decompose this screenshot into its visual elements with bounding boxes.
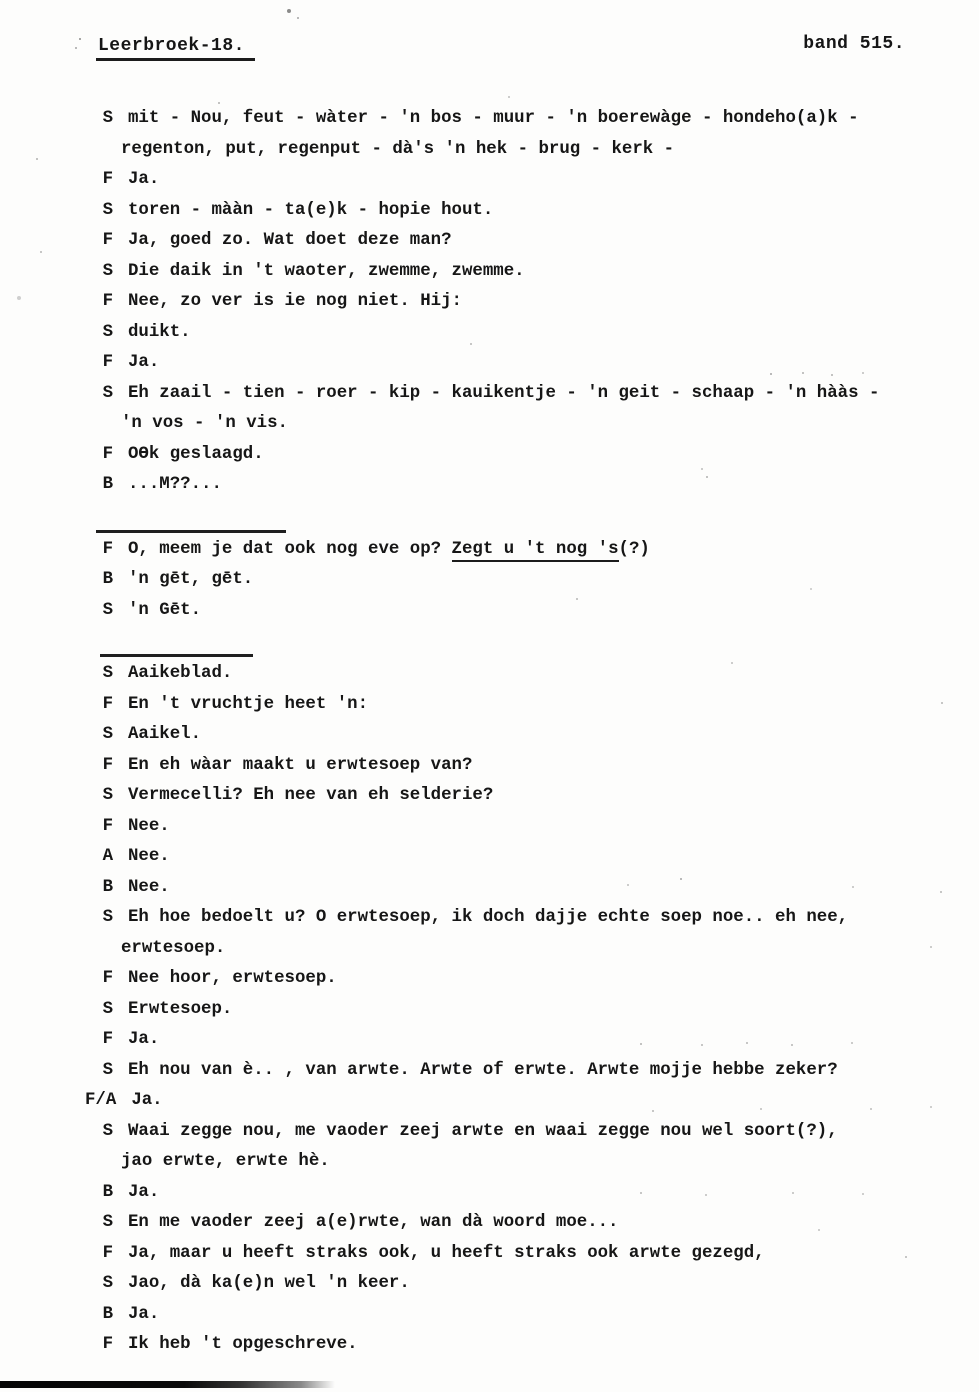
transcript-body: [0, 104, 979, 1361]
speaker-label: S: [102, 200, 113, 220]
line-text: [116, 1086, 162, 1117]
line-text: [113, 842, 170, 873]
line-text: [113, 812, 170, 843]
speaker-label: S: [102, 786, 113, 805]
transcript-line: [0, 1178, 979, 1209]
speaker-label: S: [102, 1274, 113, 1293]
speaker-label: B: [102, 570, 113, 589]
transcript-line: [0, 812, 979, 843]
scan-edge-bar: [0, 1381, 335, 1388]
transcript-line: [0, 1086, 979, 1117]
text-segment: Nee, zo ver is ie nog niet. Hij:: [128, 292, 462, 311]
text-segment: OƟk geslaagd.: [128, 444, 264, 464]
line-text: [113, 751, 472, 782]
speaker-label: F/A: [85, 1091, 117, 1110]
line-text: [113, 318, 191, 349]
line-text: [121, 135, 674, 166]
line-text: [113, 781, 493, 812]
transcript-line: [0, 287, 979, 318]
line-text: [113, 379, 879, 410]
line-text: [113, 1208, 619, 1239]
transcript-line: [0, 1239, 979, 1270]
transcript-line: [0, 565, 979, 596]
text-segment: ...M??...: [128, 475, 222, 494]
speaker-label: F: [102, 1335, 113, 1354]
text-segment: 'n gēt, gēt.: [128, 570, 254, 589]
speaker-label: F: [102, 231, 113, 250]
line-text: [113, 440, 264, 471]
speaker-label: S: [102, 322, 113, 342]
transcript-line: [0, 226, 979, 257]
line-text: [113, 196, 493, 227]
transcript-line: [0, 781, 979, 812]
speaker-label: S: [102, 109, 113, 128]
line-text: [113, 565, 253, 596]
text-segment: toren - mààn - ta(e)k - hopie hout.: [128, 200, 494, 220]
speaker-label: F: [102, 539, 113, 559]
text-segment: En 't vruchtje heet 'n:: [128, 694, 369, 714]
line-text: [113, 1239, 765, 1270]
transcript-line: [0, 257, 979, 288]
text-segment: Ja.: [128, 1304, 160, 1324]
text-segment: Die daik in 't waoter, zwemme, zwemme.: [128, 261, 525, 281]
line-text: [113, 1117, 838, 1148]
text-segment: Ja, maar u heeft straks ook, u heeft straks ook arwte gezegd,: [128, 1243, 765, 1263]
text-segment: En eh wàar maakt u erwtesoep van?: [128, 755, 473, 775]
transcript-line: [0, 995, 979, 1026]
text-segment: Erwtesoep.: [128, 999, 233, 1019]
speaker-label: B: [102, 877, 113, 897]
speaker-label: F: [102, 170, 113, 189]
line-text: [121, 409, 288, 440]
speaker-label: F: [102, 1030, 113, 1049]
line-text: [113, 1330, 358, 1361]
speaker-label: S: [102, 1060, 113, 1080]
transcript-line: [0, 104, 979, 135]
text-segment: Ja.: [131, 1091, 163, 1110]
speaker-label: S: [102, 600, 113, 620]
line-text: [113, 964, 337, 995]
transcript-line: [0, 690, 979, 721]
speaker-label: A: [102, 847, 113, 866]
transcript-line: [0, 903, 979, 934]
transcript-line: [0, 470, 979, 501]
text-segment: Nee.: [128, 816, 170, 836]
line-text: [113, 104, 859, 135]
text-segment: Aaikeblad.: [128, 664, 233, 683]
band-number: band 515.: [803, 34, 905, 54]
transcript-line: [0, 1056, 979, 1087]
line-text: [113, 873, 170, 904]
text-segment: Ja, goed zo. Wat doet deze man?: [128, 231, 452, 250]
section-divider: [100, 654, 253, 657]
transcript-line-continuation: [0, 934, 979, 965]
line-text: [121, 1147, 330, 1178]
scan-noise-specks: [0, 0, 2, 2]
text-segment: Ja.: [128, 1182, 160, 1202]
speaker-label: B: [102, 1304, 113, 1324]
speaker-label: S: [102, 261, 113, 281]
speaker-label: F: [102, 816, 113, 836]
line-text: [113, 720, 201, 751]
text-segment: Nee hoor, erwtesoep.: [128, 969, 337, 988]
text-segment: jao erwte, erwte hè.: [121, 1152, 330, 1171]
line-text: [113, 226, 452, 257]
line-text: [113, 1178, 159, 1209]
transcript-line: [0, 348, 979, 379]
text-segment: Ja.: [128, 1030, 160, 1049]
transcript-line-continuation: [0, 409, 979, 440]
transcript-line: [0, 720, 979, 751]
line-text: [113, 1269, 410, 1300]
text-segment: Ja.: [128, 170, 160, 189]
text-segment: Jao, dà ka(e)n wel 'n keer.: [128, 1274, 410, 1293]
text-segment: Eh hoe bedoelt u? O erwtesoep, ik doch dajje echte soep noe.. eh nee,: [128, 908, 849, 927]
line-text: [113, 1056, 838, 1087]
text-segment: Vermecelli? Eh nee van eh selderie?: [128, 786, 494, 805]
line-text: [113, 903, 848, 934]
speaker-label: S: [102, 664, 113, 683]
line-text: [113, 1025, 159, 1056]
transcript-line-continuation: [0, 1147, 979, 1178]
text-segment: erwtesoep.: [121, 938, 226, 958]
speaker-label: F: [102, 755, 113, 775]
speaker-label: F: [102, 353, 113, 372]
transcript-line: [0, 659, 979, 690]
speaker-label: F: [102, 694, 113, 714]
text-segment: 'n vos - 'n vis.: [121, 414, 288, 433]
transcript-line: [0, 1025, 979, 1056]
text-segment: 'n Gēt.: [128, 600, 202, 620]
text-segment: Eh zaail - tien - roer - kip - kauikentje - 'n geit - schaap - 'n hààs -: [128, 383, 880, 403]
text-segment: Aaikel.: [128, 725, 202, 744]
line-text: [113, 470, 222, 501]
text-segment: regenton, put, regenput - dà's 'n hek - brug - kerk -: [121, 139, 675, 159]
section-divider: [96, 530, 286, 533]
transcript-line: [0, 1208, 979, 1239]
text-segment: Nee.: [128, 877, 170, 897]
line-text: [113, 596, 201, 627]
transcript-line: [0, 751, 979, 782]
transcript-line: [0, 318, 979, 349]
text-segment: Nee.: [128, 847, 170, 866]
transcript-line: [0, 1300, 979, 1331]
text-segment: mit - Nou, feut - wàter - 'n bos - muur - 'n boerewàge - hondeho(a)k -: [128, 109, 859, 128]
transcript-line: [0, 1269, 979, 1300]
line-text: [113, 348, 159, 379]
text-segment: duikt.: [128, 322, 191, 342]
speaker-label: F: [102, 444, 113, 464]
transcript-line: [0, 196, 979, 227]
text-segment: En me vaoder zeej a(e)rwte, wan dà woord moe...: [128, 1213, 619, 1232]
line-text: [113, 995, 232, 1026]
text-segment: Ik heb 't opgeschreve.: [128, 1335, 358, 1354]
speaker-label: S: [102, 908, 113, 927]
line-text: [113, 1300, 159, 1331]
text-segment: Ja.: [128, 353, 160, 372]
speaker-label: S: [102, 1121, 113, 1141]
transcript-line: [0, 379, 979, 410]
speaker-label: S: [102, 383, 113, 403]
transcript-line: [0, 842, 979, 873]
speaker-label: S: [102, 999, 113, 1019]
transcript-line: [0, 440, 979, 471]
speaker-label: B: [102, 475, 113, 494]
speaker-label: F: [102, 969, 113, 988]
speaker-label: S: [102, 725, 113, 744]
line-text: [113, 165, 159, 196]
line-text: [113, 659, 232, 690]
text-segment: (?): [618, 539, 650, 559]
transcript-line: [0, 596, 979, 627]
transcript-line-continuation: [0, 135, 979, 166]
transcript-line: [0, 535, 979, 566]
speaker-label: B: [102, 1182, 113, 1202]
line-text: [113, 535, 650, 566]
transcript-line: [0, 1117, 979, 1148]
underlined-phrase: Zegt u 't nog 's: [452, 540, 619, 562]
document-title: Leerbroek-18.: [96, 36, 255, 61]
transcript-line: [0, 873, 979, 904]
line-text: [113, 287, 462, 318]
text-segment: O, meem je dat ook nog eve op?: [128, 539, 452, 559]
line-text: [113, 690, 368, 721]
speaker-label: S: [102, 1213, 113, 1232]
transcript-line: [0, 165, 979, 196]
speaker-label: F: [102, 1243, 113, 1263]
transcript-line: [0, 1330, 979, 1361]
line-text: [113, 257, 525, 288]
line-text: [121, 934, 225, 965]
speaker-label: F: [102, 292, 113, 311]
text-segment: Eh nou van è.. , van arwte. Arwte of erwte. Arwte mojje hebbe zeker?: [128, 1060, 838, 1080]
text-segment: Waai zegge nou, me vaoder zeej arwte en waai zegge nou wel soort(?),: [128, 1121, 838, 1141]
transcript-line: [0, 964, 979, 995]
